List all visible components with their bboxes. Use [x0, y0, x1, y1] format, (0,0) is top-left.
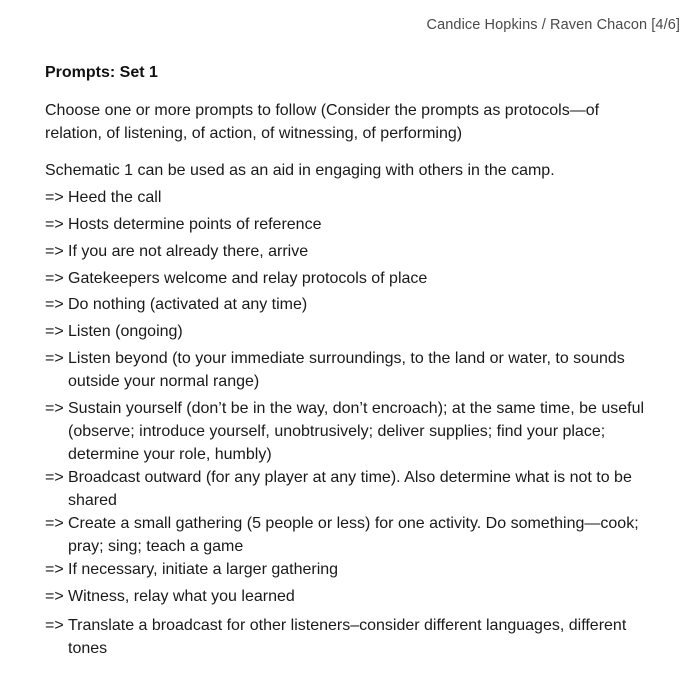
prompt-item — [45, 293, 668, 316]
arrow-marker: => — [45, 400, 64, 417]
intro-paragraph: Choose one or more prompts to follow (Consider the prompts as protocols—of relation, of listening, of action, of witnessing, of performing) — [45, 102, 600, 142]
prompt-item — [45, 320, 668, 343]
arrow-marker: => — [45, 561, 64, 578]
arrow-marker: => — [45, 515, 64, 532]
prompt-item — [45, 614, 668, 660]
prompt-text: Gatekeepers welcome and relay protocols of place — [68, 270, 428, 287]
prompt-item — [45, 240, 668, 263]
arrow-marker: => — [45, 323, 64, 340]
prompt-text: Hosts determine points of reference — [68, 216, 322, 233]
prompt-text: If you are not already there, arrive — [68, 243, 309, 260]
prompt-text: Sustain yourself (don’t be in the way, don’t encroach); at the same time, be useful (observe; introduce yourself, unobtrusively; deliver supplies; find your place; determine your role, humbly) — [68, 400, 645, 463]
schematic-note: Schematic 1 can be used as an aid in engaging with others in the camp. — [45, 162, 555, 179]
prompt-text: Heed the call — [68, 189, 162, 206]
prompt-text: If necessary, initiate a larger gathering — [68, 561, 339, 578]
prompt-text: Witness, relay what you learned — [68, 588, 295, 605]
arrow-marker: => — [45, 216, 64, 233]
prompt-text: Listen beyond (to your immediate surroundings, to the land or water, to sounds outside your normal range) — [68, 350, 625, 390]
section-title: Prompts: Set 1 — [45, 64, 158, 81]
arrow-marker: => — [45, 350, 64, 367]
prompt-text: Translate a broadcast for other listeners–consider different languages, different tones — [68, 617, 627, 657]
prompt-item — [45, 186, 668, 209]
arrow-marker: => — [45, 617, 64, 634]
prompt-item — [45, 512, 668, 558]
prompt-text: Listen (ongoing) — [68, 323, 183, 340]
prompt-item — [45, 267, 668, 290]
prompt-item — [45, 397, 668, 466]
prompt-text: Do nothing (activated at any time) — [68, 296, 308, 313]
arrow-marker: => — [45, 243, 64, 260]
arrow-marker: => — [45, 270, 64, 287]
arrow-marker: => — [45, 469, 64, 486]
prompt-text: Create a small gathering (5 people or less) for one activity. Do something—cook; pray; sing; teach a game — [68, 515, 639, 555]
prompt-item — [45, 213, 668, 236]
running-header: Candice Hopkins / Raven Chacon [4/6] — [426, 17, 680, 33]
arrow-marker: => — [45, 588, 64, 605]
arrow-marker: => — [45, 189, 64, 206]
prompt-item — [45, 558, 668, 581]
prompt-item — [45, 585, 668, 608]
prompt-item — [45, 347, 668, 393]
prompt-item — [45, 466, 668, 512]
prompt-text: Broadcast outward (for any player at any time). Also determine what is not to be shared — [68, 469, 632, 509]
arrow-marker: => — [45, 296, 64, 313]
